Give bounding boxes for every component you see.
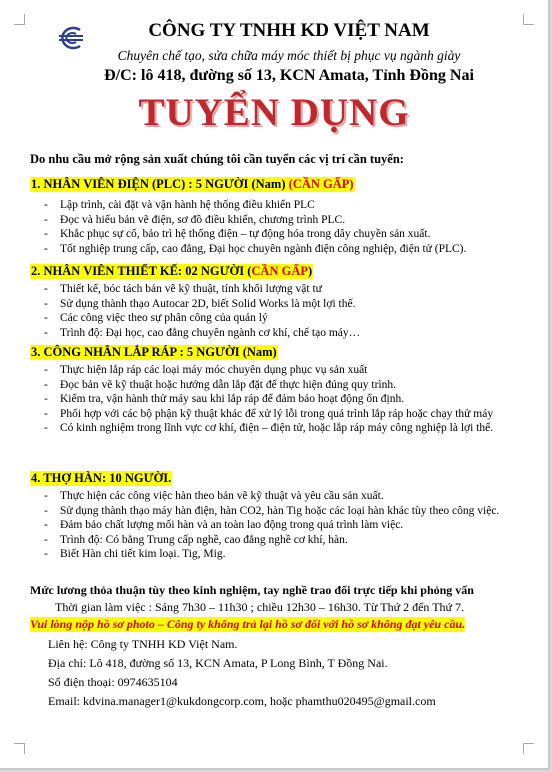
contact-email: Email: kdvina.manager1@kukdongcorp.com, hoặc phamthu020495@gmail.com: [48, 694, 436, 708]
position-list-welder: [30, 489, 530, 562]
position-list-assembler: [30, 363, 530, 436]
list-item: - Trình độ: Đại học, cao đẳng chuyên ngành cơ khí, chế tạo máy…: [30, 326, 530, 341]
list-item: - Biết Hàn chi tiết kim loại. Tig, Mig.: [30, 547, 530, 562]
position-heading-welder: [30, 471, 172, 486]
list-item: - Trình độ: Có bằng Trung cấp nghề, cao đẳng nghề cơ khí, hàn.: [30, 533, 530, 548]
list-item: - Phối hợp với các bộ phận kỹ thuật khác để xử lý lỗi trong quá trình lắp ráp hoặc chạy thử máy: [30, 407, 530, 422]
list-item: - Sử dụng thành thạo Autocar 2D, biết Solid Works là một lợi thế.: [30, 297, 530, 312]
contact-phone: Số điện thoại: 0974635104: [48, 675, 178, 689]
company-name: CÔNG TY TNHH KD VIỆT NAM: [148, 20, 430, 41]
list-item: - Kiểm tra, vận hành thử máy sau khi lắp ráp để đảm bảo hoạt động ổn định.: [30, 392, 530, 407]
urgent-label: CẦN GẤP: [251, 264, 308, 278]
list-item: - Đọc và hiểu bản vẽ điện, sơ đồ điều khiển, chương trình PLC.: [30, 213, 530, 228]
position-list-designer: [30, 282, 530, 340]
position-heading-assembler: [30, 345, 278, 360]
list-item: - Sử dụng thành thạo máy hàn điện, hàn CO2, hàn Tig hoặc các loại hàn khác tùy theo công việc.: [30, 504, 530, 519]
submission-notice: Vui lòng nộp hồ sơ photo – Công ty không trả lại hồ sơ đối với hồ sơ không đạt yêu cầu.: [30, 617, 466, 631]
urgent-label: (CẦN GẤP): [288, 177, 354, 191]
company-address: Đ/C: lô 418, đường số 13, KCN Amata, Tỉnh Đồng Nai: [104, 67, 474, 84]
position-heading-electrician: [30, 177, 355, 192]
intro-text: Do nhu cầu mở rộng sản xuất chúng tôi cần tuyển các vị trí cần tuyển:: [30, 152, 404, 166]
list-item: - Thiết kế, bóc tách bản vẽ kỹ thuật, tính khối lượng vật tư: [30, 282, 530, 297]
margin-corner-mark: [14, 743, 25, 754]
list-item: - Có kinh nghiệm trong lĩnh vực cơ khí, điện – điện tử, hoặc lắp ráp máy công nghiệp là lợi thế.: [30, 421, 530, 436]
list-item: - Các công việc theo sự phân công của quản lý: [30, 311, 530, 326]
list-item: - Lập trình, cài đặt và vận hành hệ thống điều khiển PLC: [30, 198, 530, 213]
position-title: 3. CÔNG NHÂN LẮP RÁP : 5 NGƯỜI (Nam): [31, 345, 277, 359]
recruitment-headline: TUYỂN DỤNG: [138, 91, 410, 134]
position-title: 2. NHÂN VIÊN THIẾT KẾ: 02 NGƯỜI (: [31, 264, 252, 278]
contact-name: Liên hệ: Công ty TNHH KD Việt Nam.: [48, 637, 238, 651]
salary-text: Mức lương thỏa thuận tùy theo kinh nghiệm, tay nghề trao đổi trực tiếp khi phỏng vấn: [30, 583, 474, 597]
position-heading-designer: [30, 264, 313, 279]
working-hours: Thời gian làm việc : Sáng 7h30 – 11h30 ; chiều 12h30 – 16h30. Từ Thứ 2 đến Thứ 7.: [55, 600, 465, 614]
position-title: 1. NHÂN VIÊN ĐIỆN (PLC) : 5 NGƯỜI (Nam): [31, 177, 289, 191]
company-tagline: Chuyên chế tạo, sửa chữa máy móc thiết bị phục vụ ngành giày: [117, 48, 461, 63]
list-item: - Khắc phục sự cố, bảo trì hệ thống điện – tự động hóa trong dây chuyền sản xuất.: [30, 227, 530, 242]
list-item: - Thực hiện các công việc hàn theo bản vẽ kỹ thuật và yêu cầu sản xuất.: [30, 489, 530, 504]
list-item: - Đảm bảo chất lượng mối hàn và an toàn lao động trong quá trình làm việc.: [30, 518, 530, 533]
list-item: - Tốt nghiệp trung cấp, cao đẳng, Đại học chuyên ngành điện công nghiệp, điện tử (PLC).: [30, 242, 530, 257]
margin-corner-mark: [523, 743, 534, 754]
position-title: 4. THỢ HÀN: 10 NGƯỜI.: [31, 471, 172, 485]
position-list-electrician: [30, 198, 530, 256]
list-item: - Thực hiện lắp ráp các loại máy móc chuyên dụng phục vụ sản xuất: [30, 363, 530, 378]
contact-address: Địa chỉ: Lô 418, đường số 13, KCN Amata, P Long Bình, T Đồng Nai.: [48, 656, 388, 670]
list-item: - Đọc bản vẽ kỹ thuật hoặc hướng dẫn lắp đặt để thực hiện đúng quy trình.: [30, 378, 530, 393]
position-title-suffix: ): [308, 264, 313, 278]
